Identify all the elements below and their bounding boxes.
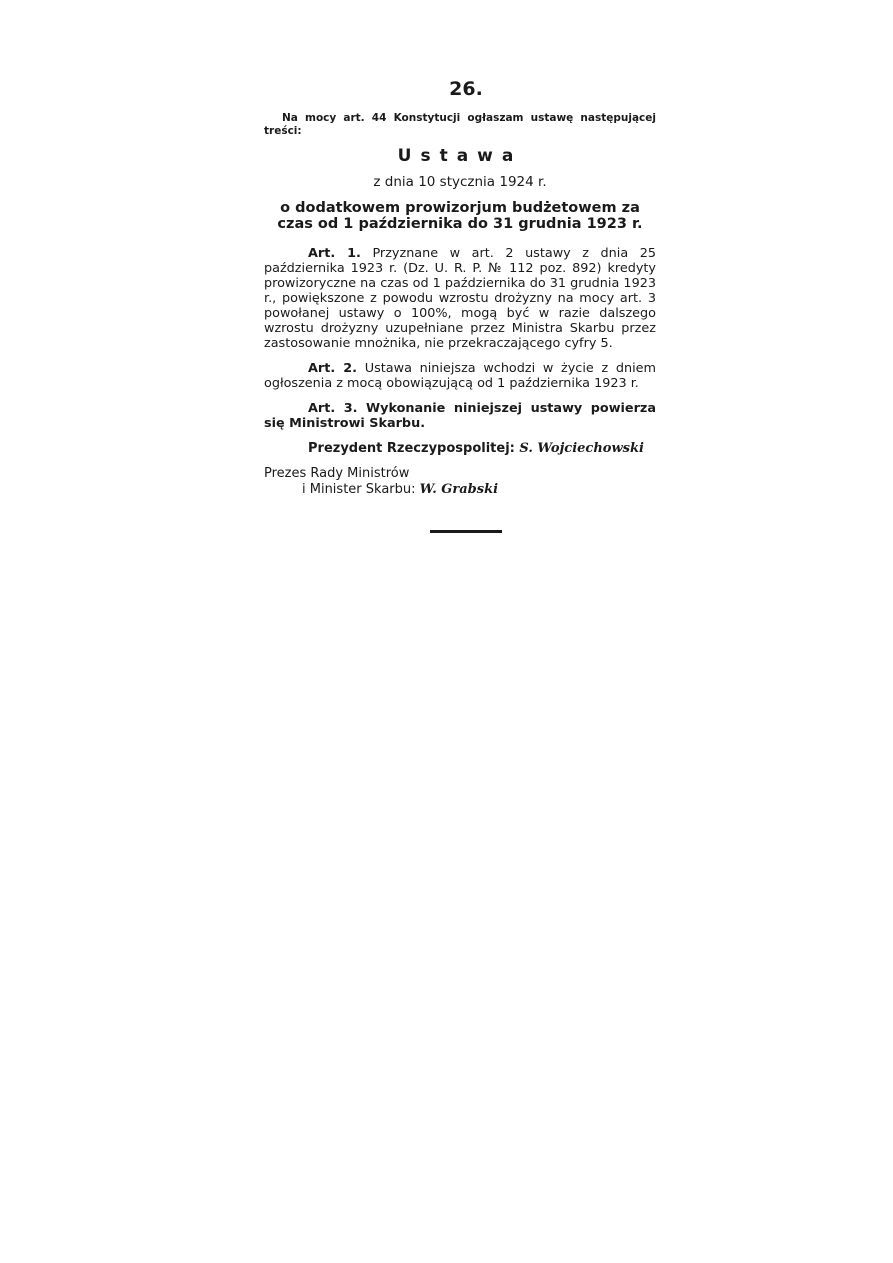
article-label: Art. 3.	[308, 401, 358, 416]
pm-title-line2: i Minister Skarbu:	[302, 482, 416, 497]
closing-rule	[430, 530, 502, 533]
page-number: 26.	[449, 78, 483, 100]
article-label: Art. 2.	[308, 361, 358, 376]
article-text: Przyznane w art. 2 ustawy z dnia 25 października 1923 r. (Dz. U. R. P. № 112 poz. 892) kredyty prowizoryczne na czas od 1 października do 31 grudnia 1923 r., powiększone z powodu wzrostu drożyzny na mocy art. 3 powołanej ustawy o 100%, mogą być w razie dalszego wzrostu drożyzny uzupełniane przez Ministra Skarbu przez zastosowanie mnożnika, nie przekraczającego cyfry 5.	[264, 246, 656, 351]
article-text: Ustawa niniejsza wchodzi w życie z dniem ogłoszenia z mocą obowiązującą od 1 października 1923 r.	[264, 361, 656, 391]
pm-name: W. Grabski	[419, 482, 499, 497]
pm-title-line1: Prezes Rady Ministrów	[264, 466, 410, 481]
act-date: z dnia 10 stycznia 1924 r.	[373, 174, 547, 190]
article-label: Art. 1.	[308, 246, 361, 261]
promulgation-intro: Na mocy art. 44 Konstytucji ogłaszam ustawę następującej treści:	[264, 112, 656, 137]
article-1	[264, 246, 656, 351]
president-name: S. Wojciechowski	[519, 441, 644, 456]
article-2	[264, 361, 656, 391]
article-3	[264, 401, 656, 431]
pm-title-line2-row	[264, 482, 656, 498]
prime-minister-signature	[264, 466, 656, 498]
president-title: Prezydent Rzeczypospolitej:	[308, 441, 515, 456]
act-subject: o dodatkowem prowizorjum budżetowem za czas od 1 października do 31 grudnia 1923 r.	[277, 200, 643, 232]
act-title: Ustawa	[397, 146, 523, 166]
article-text: Wykonanie niniejszej ustawy powierza się Ministrowi Skarbu.	[264, 401, 656, 431]
president-signature	[308, 441, 656, 456]
document-page	[264, 78, 656, 533]
